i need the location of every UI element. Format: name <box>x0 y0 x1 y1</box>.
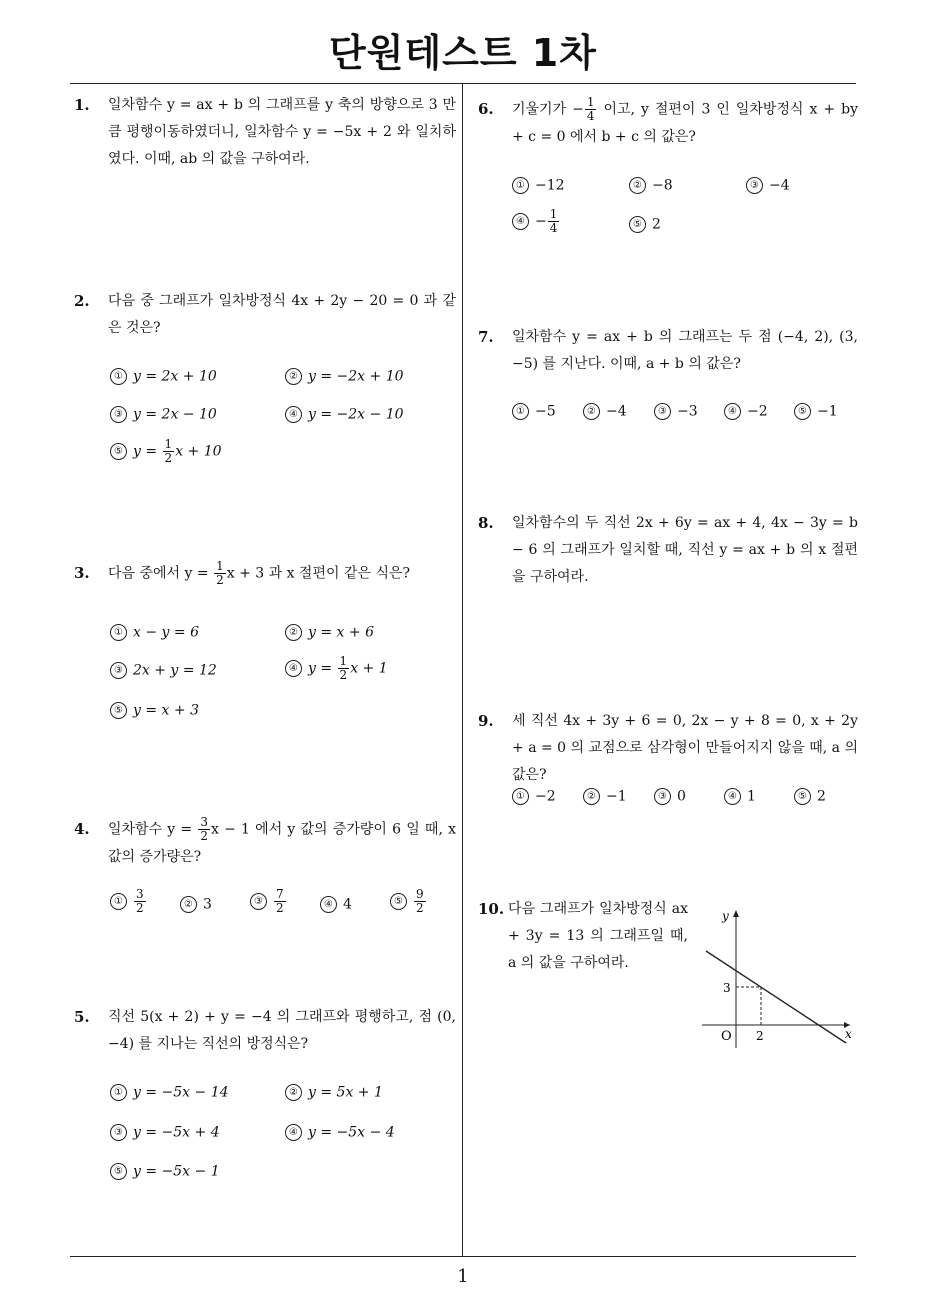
question-text: 직선 5(x + 2) + y = −4 의 그래프와 평행하고, 점 (0, −4) 를 지나는 직선의 방정식은? <box>108 1009 456 1052</box>
option-mark: ④ <box>512 213 529 230</box>
fraction: $\frac{7}{2}$ <box>276 887 284 915</box>
q6-option-4[interactable]: ④ − $\frac{1}{4}$ <box>512 208 560 235</box>
question-text: 다음 그래프가 일차방정식 ax + 3y = 13 의 그래프일 때, a 의 값을 구하여라. <box>508 901 688 971</box>
q9-option-1[interactable]: ① −2 <box>512 788 556 805</box>
q10-graph <box>698 900 858 1050</box>
fraction: $\frac{3}{2}$ <box>200 815 209 843</box>
option-mark: ③ <box>746 177 763 194</box>
question-text: 기울기가 − $\frac{1}{4}$ 이고, y 절편이 3 인 일차방정식 x + by + c = 0 에서 b + c 의 값은? <box>512 95 858 145</box>
fraction: $\frac{1}{2}$ <box>339 654 348 682</box>
column-divider <box>462 84 463 1257</box>
question-number: 10. <box>478 900 505 918</box>
option-mark: ② <box>285 1084 302 1101</box>
question-9 <box>478 708 858 783</box>
question-4 <box>74 816 456 876</box>
q4-option-1[interactable] <box>110 888 147 915</box>
question-text: 일차함수 y = ax + b 의 그래프는 두 점 (−4, 2), (3, −5) 를 지난다. 이때, a + b 의 값은? <box>512 329 858 372</box>
q3-option-5[interactable]: ⑤ y = x + 3 <box>110 702 199 719</box>
option-mark: ⑤ <box>110 443 127 460</box>
question-text: 세 직선 4x + 3y + 6 = 0, 2x − y + 8 = 0, x + 2y + a = 0 의 교점으로 삼각형이 만들어지지 않을 때, a 의 값은? <box>512 713 858 783</box>
q7-option-1[interactable]: ① −5 <box>512 403 556 420</box>
q9-option-4[interactable]: ④ 1 <box>724 788 756 805</box>
q6-option-3[interactable]: ③ −4 <box>746 177 790 194</box>
q5-option-3[interactable]: ③ y = −5x + 4 <box>110 1124 220 1141</box>
q5-option-1[interactable]: ① y = −5x − 14 <box>110 1084 229 1101</box>
page-title: 단원테스트 1차 <box>329 31 597 75</box>
question-5 <box>74 1004 456 1064</box>
q2-option-3[interactable]: ③ y = 2x − 10 <box>110 406 217 423</box>
q3-option-4[interactable]: ④ y = $\frac{1}{2}$ x + 1 <box>285 655 388 682</box>
option-mark: ① <box>110 893 127 910</box>
option-mark: ⑤ <box>110 702 127 719</box>
option-mark: ① <box>512 177 529 194</box>
bottom-rule <box>70 1256 856 1257</box>
question-number: 9. <box>478 712 494 730</box>
option-mark: ⑤ <box>629 216 646 233</box>
x-axis-label: x <box>845 1027 852 1041</box>
option-mark: ④ <box>724 788 741 805</box>
q9-option-5[interactable]: ⑤ 2 <box>794 788 826 805</box>
option-mark: ② <box>583 788 600 805</box>
page-number: 1 <box>457 1266 469 1287</box>
fraction: $\frac{3}{2}$ <box>136 887 144 915</box>
fraction: $\frac{1}{4}$ <box>549 207 558 235</box>
option-mark: ④ <box>285 406 302 423</box>
q5-option-2[interactable]: ② y = 5x + 1 <box>285 1084 383 1101</box>
x-tick-label: 2 <box>756 1029 764 1043</box>
option-mark: ② <box>285 368 302 385</box>
question-number: 7. <box>478 328 494 346</box>
option-mark: ④ <box>285 660 302 677</box>
q9-option-2[interactable]: ② −1 <box>583 788 627 805</box>
q7-option-3[interactable]: ③ −3 <box>654 403 698 420</box>
q6-option-5[interactable]: ⑤ 2 <box>629 216 661 233</box>
top-rule <box>70 83 856 84</box>
option-mark: ③ <box>654 788 671 805</box>
option-mark: ② <box>583 403 600 420</box>
option-mark: ① <box>512 403 529 420</box>
q2-option-1[interactable]: ① y = 2x + 10 <box>110 368 217 385</box>
option-mark: ② <box>629 177 646 194</box>
q6-option-2[interactable]: ② −8 <box>629 177 673 194</box>
question-text: 일차함수 y = $\frac{3}{2}$ x − 1 에서 y 값의 증가량이 6 일 때, x 값의 증가량은? <box>108 815 457 865</box>
option-mark: ⑤ <box>794 788 811 805</box>
q2-option-5[interactable]: ⑤ y = $\frac{1}{2}$ x + 10 <box>110 438 222 465</box>
y-tick-label: 3 <box>723 981 731 995</box>
q7-option-4[interactable]: ④ −2 <box>724 403 768 420</box>
question-6 <box>478 96 858 156</box>
q5-option-4[interactable]: ④ y = −5x − 4 <box>285 1124 395 1141</box>
question-number: 1. <box>74 96 90 114</box>
option-mark: ① <box>110 1084 127 1101</box>
question-number: 4. <box>74 820 90 838</box>
question-1 <box>74 92 456 182</box>
q9-option-3[interactable]: ③ 0 <box>654 788 686 805</box>
option-mark: ① <box>512 788 529 805</box>
option-mark: ③ <box>110 406 127 423</box>
option-mark: ① <box>110 624 127 641</box>
question-8 <box>478 510 858 600</box>
option-mark: ② <box>285 624 302 641</box>
option-mark: ⑤ <box>390 893 407 910</box>
q4-option-3[interactable] <box>250 888 287 915</box>
option-mark: ③ <box>110 662 127 679</box>
option-mark: ③ <box>250 893 267 910</box>
q2-option-2[interactable]: ② y = −2x + 10 <box>285 368 404 385</box>
question-text: 일차함수 y = ax + b 의 그래프를 y 축의 방향으로 3 만큼 평행이동하였더니, 일차함수 y = −5x + 2 와 일치하였다. 이때, ab 의 값을 구하여라. <box>108 97 456 167</box>
question-7 <box>478 324 858 384</box>
option-mark: ③ <box>654 403 671 420</box>
option-mark: ④ <box>724 403 741 420</box>
option-mark: ⑤ <box>110 1163 127 1180</box>
q7-option-5[interactable]: ⑤ −1 <box>794 403 838 420</box>
fraction: $\frac{1}{4}$ <box>586 95 595 123</box>
q3-option-2[interactable]: ② y = x + 6 <box>285 624 374 641</box>
q2-option-4[interactable]: ④ y = −2x − 10 <box>285 406 404 423</box>
q5-option-5[interactable]: ⑤ y = −5x − 1 <box>110 1163 220 1180</box>
option-mark: ③ <box>110 1124 127 1141</box>
option-mark: ① <box>110 368 127 385</box>
q3-option-3[interactable]: ③ 2x + y = 12 <box>110 662 217 679</box>
question-3 <box>74 560 456 590</box>
q4-option-2[interactable]: ② 3 <box>180 896 212 913</box>
q6-option-1[interactable]: ① −12 <box>512 177 565 194</box>
question-10 <box>478 896 688 986</box>
fraction: $\frac{1}{2}$ <box>216 559 224 587</box>
question-2 <box>74 288 456 348</box>
y-axis-label: y <box>722 909 729 923</box>
question-text: 다음 중 그래프가 일차방정식 4x + 2y − 20 = 0 과 같은 것은? <box>108 293 456 336</box>
q7-option-2[interactable]: ② −4 <box>583 403 627 420</box>
option-mark: ⑤ <box>794 403 811 420</box>
question-number: 3. <box>74 564 90 582</box>
q4-option-4[interactable]: ④ 4 <box>320 896 352 913</box>
origin-label: O <box>721 1029 732 1044</box>
option-mark: ② <box>180 896 197 913</box>
option-mark: ④ <box>320 896 337 913</box>
fraction: $\frac{1}{2}$ <box>164 437 173 465</box>
question-number: 6. <box>478 100 494 118</box>
question-number: 2. <box>74 292 90 310</box>
fraction: $\frac{9}{2}$ <box>416 887 424 915</box>
question-number: 8. <box>478 514 494 532</box>
q4-option-5[interactable] <box>390 888 427 915</box>
option-mark: ④ <box>285 1124 302 1141</box>
question-number: 5. <box>74 1008 90 1026</box>
question-text: 다음 중에서 y = $\frac{1}{2}$ x + 3 과 x 절편이 같은 식은? <box>108 559 410 587</box>
q3-option-1[interactable]: ① x − y = 6 <box>110 624 199 641</box>
y-axis-arrow <box>733 910 739 917</box>
question-text: 일차함수의 두 직선 2x + 6y = ax + 4, 4x − 3y = b − 6 의 그래프가 일치할 때, 직선 y = ax + b 의 x 절편을 구하여라. <box>512 515 858 585</box>
